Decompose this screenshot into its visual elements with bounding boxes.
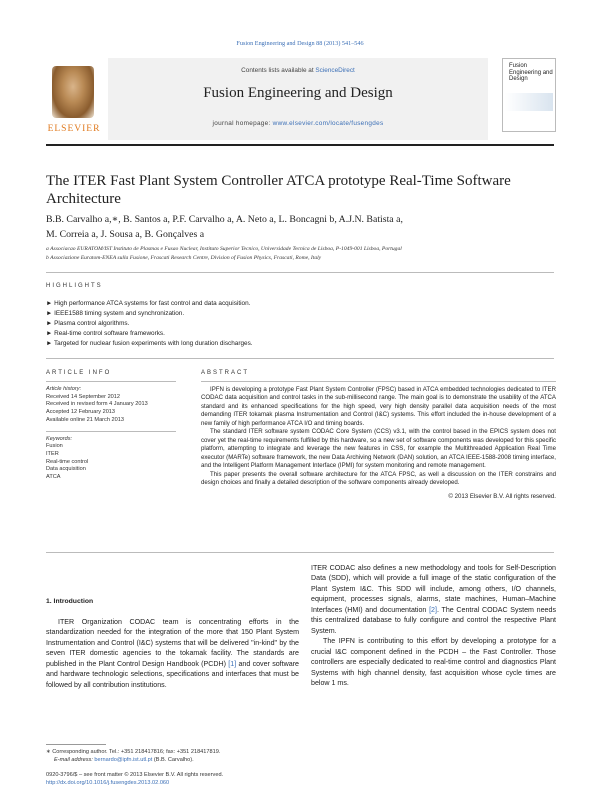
keyword: ITER xyxy=(46,450,59,457)
affiliation-b: b Associazione Euratom-ENEA sulla Fusione, Frascati Research Centre, Division of Fusion Physics, Frascati, Rome, Italy xyxy=(46,255,322,261)
intro-text: . The Central CODAC System needs this centralized database to fully configure and control the respective Plant System. xyxy=(311,605,556,635)
keywords-label: Keywords: xyxy=(46,435,73,442)
highlight-item: ► Plasma control algorithms. xyxy=(46,320,130,327)
history-online: Available online 21 March 2013 xyxy=(46,416,124,423)
journal-citation-link[interactable]: Fusion Engineering and Design 88 (2013) 541–546 xyxy=(236,40,364,47)
elsevier-tree-icon xyxy=(52,66,94,118)
article-history-label: Article history: xyxy=(46,386,82,392)
cover-graphic xyxy=(505,93,553,111)
sciencedirect-link[interactable]: ScienceDirect xyxy=(315,67,355,74)
highlight-item: ► IEEE1588 timing system and synchronization. xyxy=(46,310,185,317)
author-list xyxy=(46,212,516,242)
corresponding-author-note: ∗ Corresponding author. Tel.: +351 218417816; fax: +351 218417819. xyxy=(46,749,221,755)
issn-line: 0920-3796/$ – see front matter © 2013 Elsevier B.V. All rights reserved. xyxy=(46,772,224,778)
homepage-label: journal homepage: xyxy=(212,120,273,127)
article-info xyxy=(46,386,176,482)
email-label: E-mail address: xyxy=(54,757,95,763)
authors-line-2: M. Correia a, J. Sousa a, B. Gonçalves a xyxy=(46,229,205,240)
keyword: Fusion xyxy=(46,443,63,450)
highlights-top-divider xyxy=(46,272,554,273)
abstract-heading: ABSTRACT xyxy=(201,370,250,376)
email-note xyxy=(46,756,299,764)
contents-prefix: Contents lists available at xyxy=(241,67,316,74)
highlights-list xyxy=(46,299,556,349)
body-top-divider xyxy=(46,552,554,553)
article-info-divider xyxy=(46,381,176,382)
introduction-heading: 1. Introduction xyxy=(46,598,94,605)
publisher-name: ELSEVIER xyxy=(47,124,101,134)
keywords-divider xyxy=(46,431,176,432)
homepage-line xyxy=(108,120,488,127)
intro-paragraph xyxy=(311,563,556,636)
article-info-heading: ARTICLE INFO xyxy=(46,370,112,376)
masthead-divider xyxy=(46,144,554,146)
reference-link[interactable]: [2] xyxy=(429,605,437,614)
highlight-item: ► High performance ATCA systems for fast control and data acquisition. xyxy=(46,300,251,307)
abstract-paragraph: IPFN is developing a prototype Fast Plant System Controller (FPSC) based in ATCA embedded technologies dedicated to ITER CODAC data acquisition and control tasks in the sub-millisecond range. The main goal is to demonstrate the usability of the ATCA standard and its enhanced specifications for the high speed, very high density parallel data acquisition needs of the most demanding ITER tokamak plasma Instrumentation and Control (I&C) systems. This effort included the in-house development of a new family of high performance ATCA I/O and timing boards. xyxy=(201,386,556,427)
footnote-divider xyxy=(46,744,106,745)
doi-link[interactable]: http://dx.doi.org/10.1016/j.fusengdes.2013.02.060 xyxy=(46,780,170,786)
highlights-heading: HIGHLIGHTS xyxy=(46,283,103,289)
intro-left-column xyxy=(46,617,299,690)
article-info-top-divider xyxy=(46,358,554,359)
homepage-link[interactable]: www.elsevier.com/locate/fusengdes xyxy=(272,120,384,127)
intro-right-column xyxy=(311,563,556,688)
footnotes xyxy=(46,748,299,764)
intro-text: ITER CODAC also defines a new methodology and tools for Self-Description Data (SDD), which will provide a full image of the static configuration of the Plant System I&C. This SDD will include, among others, I/O channels, equipment, processes signals, alarms, state machines, Human–Machine Interfaces (HMI) and documentation xyxy=(311,564,556,614)
article-title: The ITER Fast Plant System Controller ATCA prototype Real-Time Software Architecture xyxy=(46,173,511,207)
reference-link[interactable]: [1] xyxy=(228,659,237,668)
abstract-divider xyxy=(201,381,556,382)
copyright-notice: © 2013 Elsevier B.V. All rights reserved. xyxy=(448,493,556,501)
journal-masthead xyxy=(46,58,556,140)
contents-line xyxy=(108,67,488,74)
highlight-item: ► Real-time control software frameworks. xyxy=(46,330,165,337)
authors-line-1: B.B. Carvalho a,∗, B. Santos a, P.F. Carvalho a, A. Neto a, L. Boncagni b, A.J.N. Batista a, xyxy=(46,214,403,225)
history-accepted: Accepted 12 February 2013 xyxy=(46,409,116,416)
email-link[interactable]: bernardo@ipfn.ist.utl.pt xyxy=(94,757,153,763)
abstract-paragraph: This paper presents the overall software architecture for the ATCA FPSC, as well a discussion on the ITER constrains and design choices and finally a detailed description of the software components already developed. xyxy=(201,470,556,486)
keyword: Data acquisition xyxy=(46,466,86,473)
intro-paragraph xyxy=(46,617,299,690)
journal-cover-thumbnail xyxy=(502,58,556,132)
keyword: ATCA xyxy=(46,474,61,481)
intro-text: ITER Organization CODAC team is concentrating efforts in the standardization needed for the integration of the more that 150 Plant System Instrumentation and Control (I&C) systems that will be delivered "in-kind" by the seven ITER domestic agencies to the tokamak facility. The standards are published in the Plant Control Design Handbook (PCDH) xyxy=(46,618,299,668)
cover-title: Fusion Engineering and Design xyxy=(509,63,553,82)
email-suffix: (B.B. Carvalho). xyxy=(152,757,194,763)
elsevier-logo xyxy=(46,64,102,136)
abstract-body xyxy=(201,386,556,502)
history-revised: Received in revised form 4 January 2013 xyxy=(46,401,148,408)
highlight-item: ► Targeted for nuclear fusion experiments with long duration discharges. xyxy=(46,340,253,347)
affiliation-a: a Associacao EURATOM/IST Instituto de Plasmas e Fusao Nuclear, Instituto Superior Tecnico, Universidade Tecnica de Lisboa, P-1049-001 Lisboa, Portugal xyxy=(46,246,402,252)
intro-text: and cover software and hardware technologic selections, specifications and interfaces that must be followed by all contribution institutions. xyxy=(46,659,300,689)
journal-name: Fusion Engineering and Design xyxy=(203,85,393,101)
abstract-paragraph: The standard ITER software system CODAC Core System (CCS) v3.1, with the control based in the EPICS system does not cover yet the real-time requirements fulfilled by this hardware, so a new set of software components was developed for this specific platform, attempting to integrate and leverage the new features in CSS, for example the Multithreaded Application Real Time executor (MARTe) software framework, the new Data Archiving Network (DAN) solution, an ATCA IEEE-1588-2008 timing interface, and the Intelligent Platform Management Interface (IPMI) for system monitoring and remote management. xyxy=(201,428,556,470)
masthead-banner xyxy=(108,58,488,140)
history-received: Received 14 September 2012 xyxy=(46,393,121,400)
page-footer xyxy=(46,771,299,787)
keyword: Real-time control xyxy=(46,458,89,465)
intro-paragraph: The IPFN is contributing to this effort by developing a prototype for a crucial I&C component defined in the PCDH – the Fast Controller. Those controllers are especially dedicated to real-time control and diagnostics Plant Systems with high channel density, fast acquisition whose cycle times are below 1 ms. xyxy=(311,637,556,687)
